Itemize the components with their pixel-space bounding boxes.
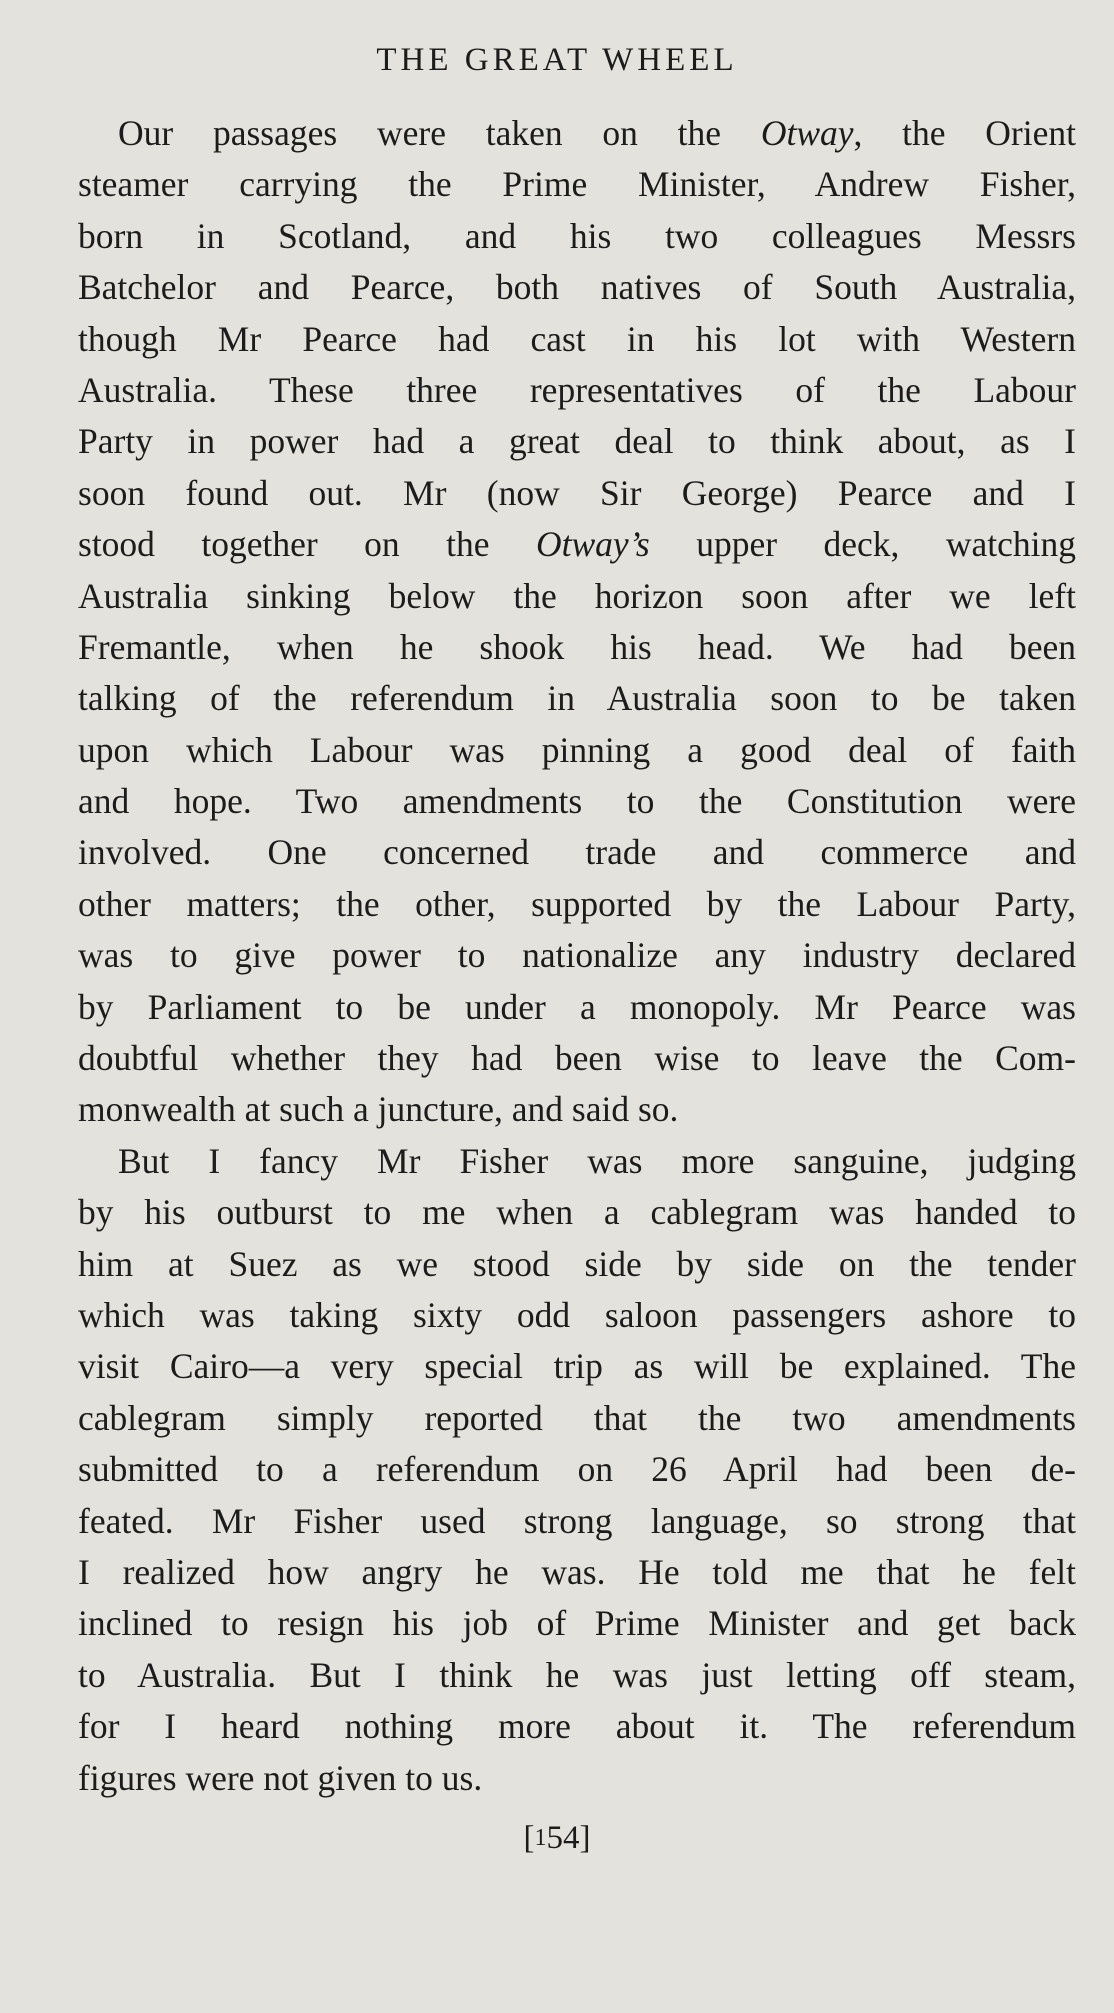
text-line: visit Cairo—a very special trip as will be explained. The	[78, 1346, 1076, 1387]
text-line: though Mr Pearce had cast in his lot with Western	[78, 318, 1076, 359]
text-line: cablegram simply reported that the two amendments	[78, 1397, 1076, 1438]
text-line: steamer carrying the Prime Minister, Andrew Fisher,	[78, 164, 1076, 205]
text-line: to Australia. But I think he was just letting off steam,	[78, 1654, 1076, 1695]
body-text	[78, 108, 1076, 1804]
text-line: soon found out. Mr (now Sir George) Pearce and I	[78, 472, 1076, 513]
page-number: [154]	[523, 1820, 591, 1856]
text-line: was to give power to nationalize any industry declared	[78, 935, 1076, 976]
text-line: feated. Mr Fisher used strong language, so strong that	[78, 1500, 1076, 1541]
text-line: by his outburst to me when a cablegram was handed to	[78, 1192, 1076, 1233]
text-line: involved. One concerned trade and commerce and	[78, 832, 1076, 873]
text-line: by Parliament to be under a monopoly. Mr Pearce was	[78, 986, 1076, 1027]
text-line: Batchelor and Pearce, both natives of South Australia,	[78, 267, 1076, 308]
paragraph-2	[78, 1136, 1076, 1804]
text-line: other matters; the other, supported by the Labour Party,	[78, 883, 1076, 924]
text-line: for I heard nothing more about it. The referendum	[78, 1706, 1076, 1747]
text-line: and hope. Two amendments to the Constitution were	[78, 781, 1076, 822]
text-line: But I fancy Mr Fisher was more sanguine, judging	[118, 1140, 1076, 1181]
text-line: Australia sinking below the horizon soon after we left	[78, 575, 1076, 616]
text-line: Party in power had a great deal to think about, as I	[78, 421, 1076, 462]
text-line: talking of the referendum in Australia soon to be taken	[78, 678, 1076, 719]
text-line: inclined to resign his job of Prime Minister and get back	[78, 1603, 1076, 1644]
text-line: him at Suez as we stood side by side on the tender	[78, 1243, 1076, 1284]
text-line: Our passages were taken on the Otway, the Orient	[118, 113, 1076, 153]
text-line: Fremantle, when he shook his head. We had been	[78, 626, 1076, 667]
text-line: upon which Labour was pinning a good deal of faith	[78, 729, 1076, 770]
text-line: I realized how angry he was. He told me that he felt	[78, 1551, 1076, 1592]
text-line: which was taking sixty odd saloon passengers ashore to	[78, 1294, 1076, 1335]
paragraph-1	[78, 108, 1076, 1136]
running-head: THE GREAT WHEEL	[376, 42, 738, 78]
text-line: submitted to a referendum on 26 April had been de-	[78, 1449, 1076, 1490]
text-line: born in Scotland, and his two colleagues Messrs	[78, 215, 1076, 256]
text-line: figures were not given to us.	[78, 1757, 483, 1798]
text-line: monwealth at such a juncture, and said so.	[78, 1089, 679, 1130]
ship-name-otways: Otway’s	[536, 524, 650, 565]
ship-name-otway: Otway	[760, 113, 854, 153]
text-line: stood together on the Otway’s upper deck, watching	[78, 524, 1077, 565]
text-line: Australia. These three representatives of the Labour	[78, 369, 1076, 410]
text-line: doubtful whether they had been wise to leave the Com-	[78, 1038, 1076, 1079]
